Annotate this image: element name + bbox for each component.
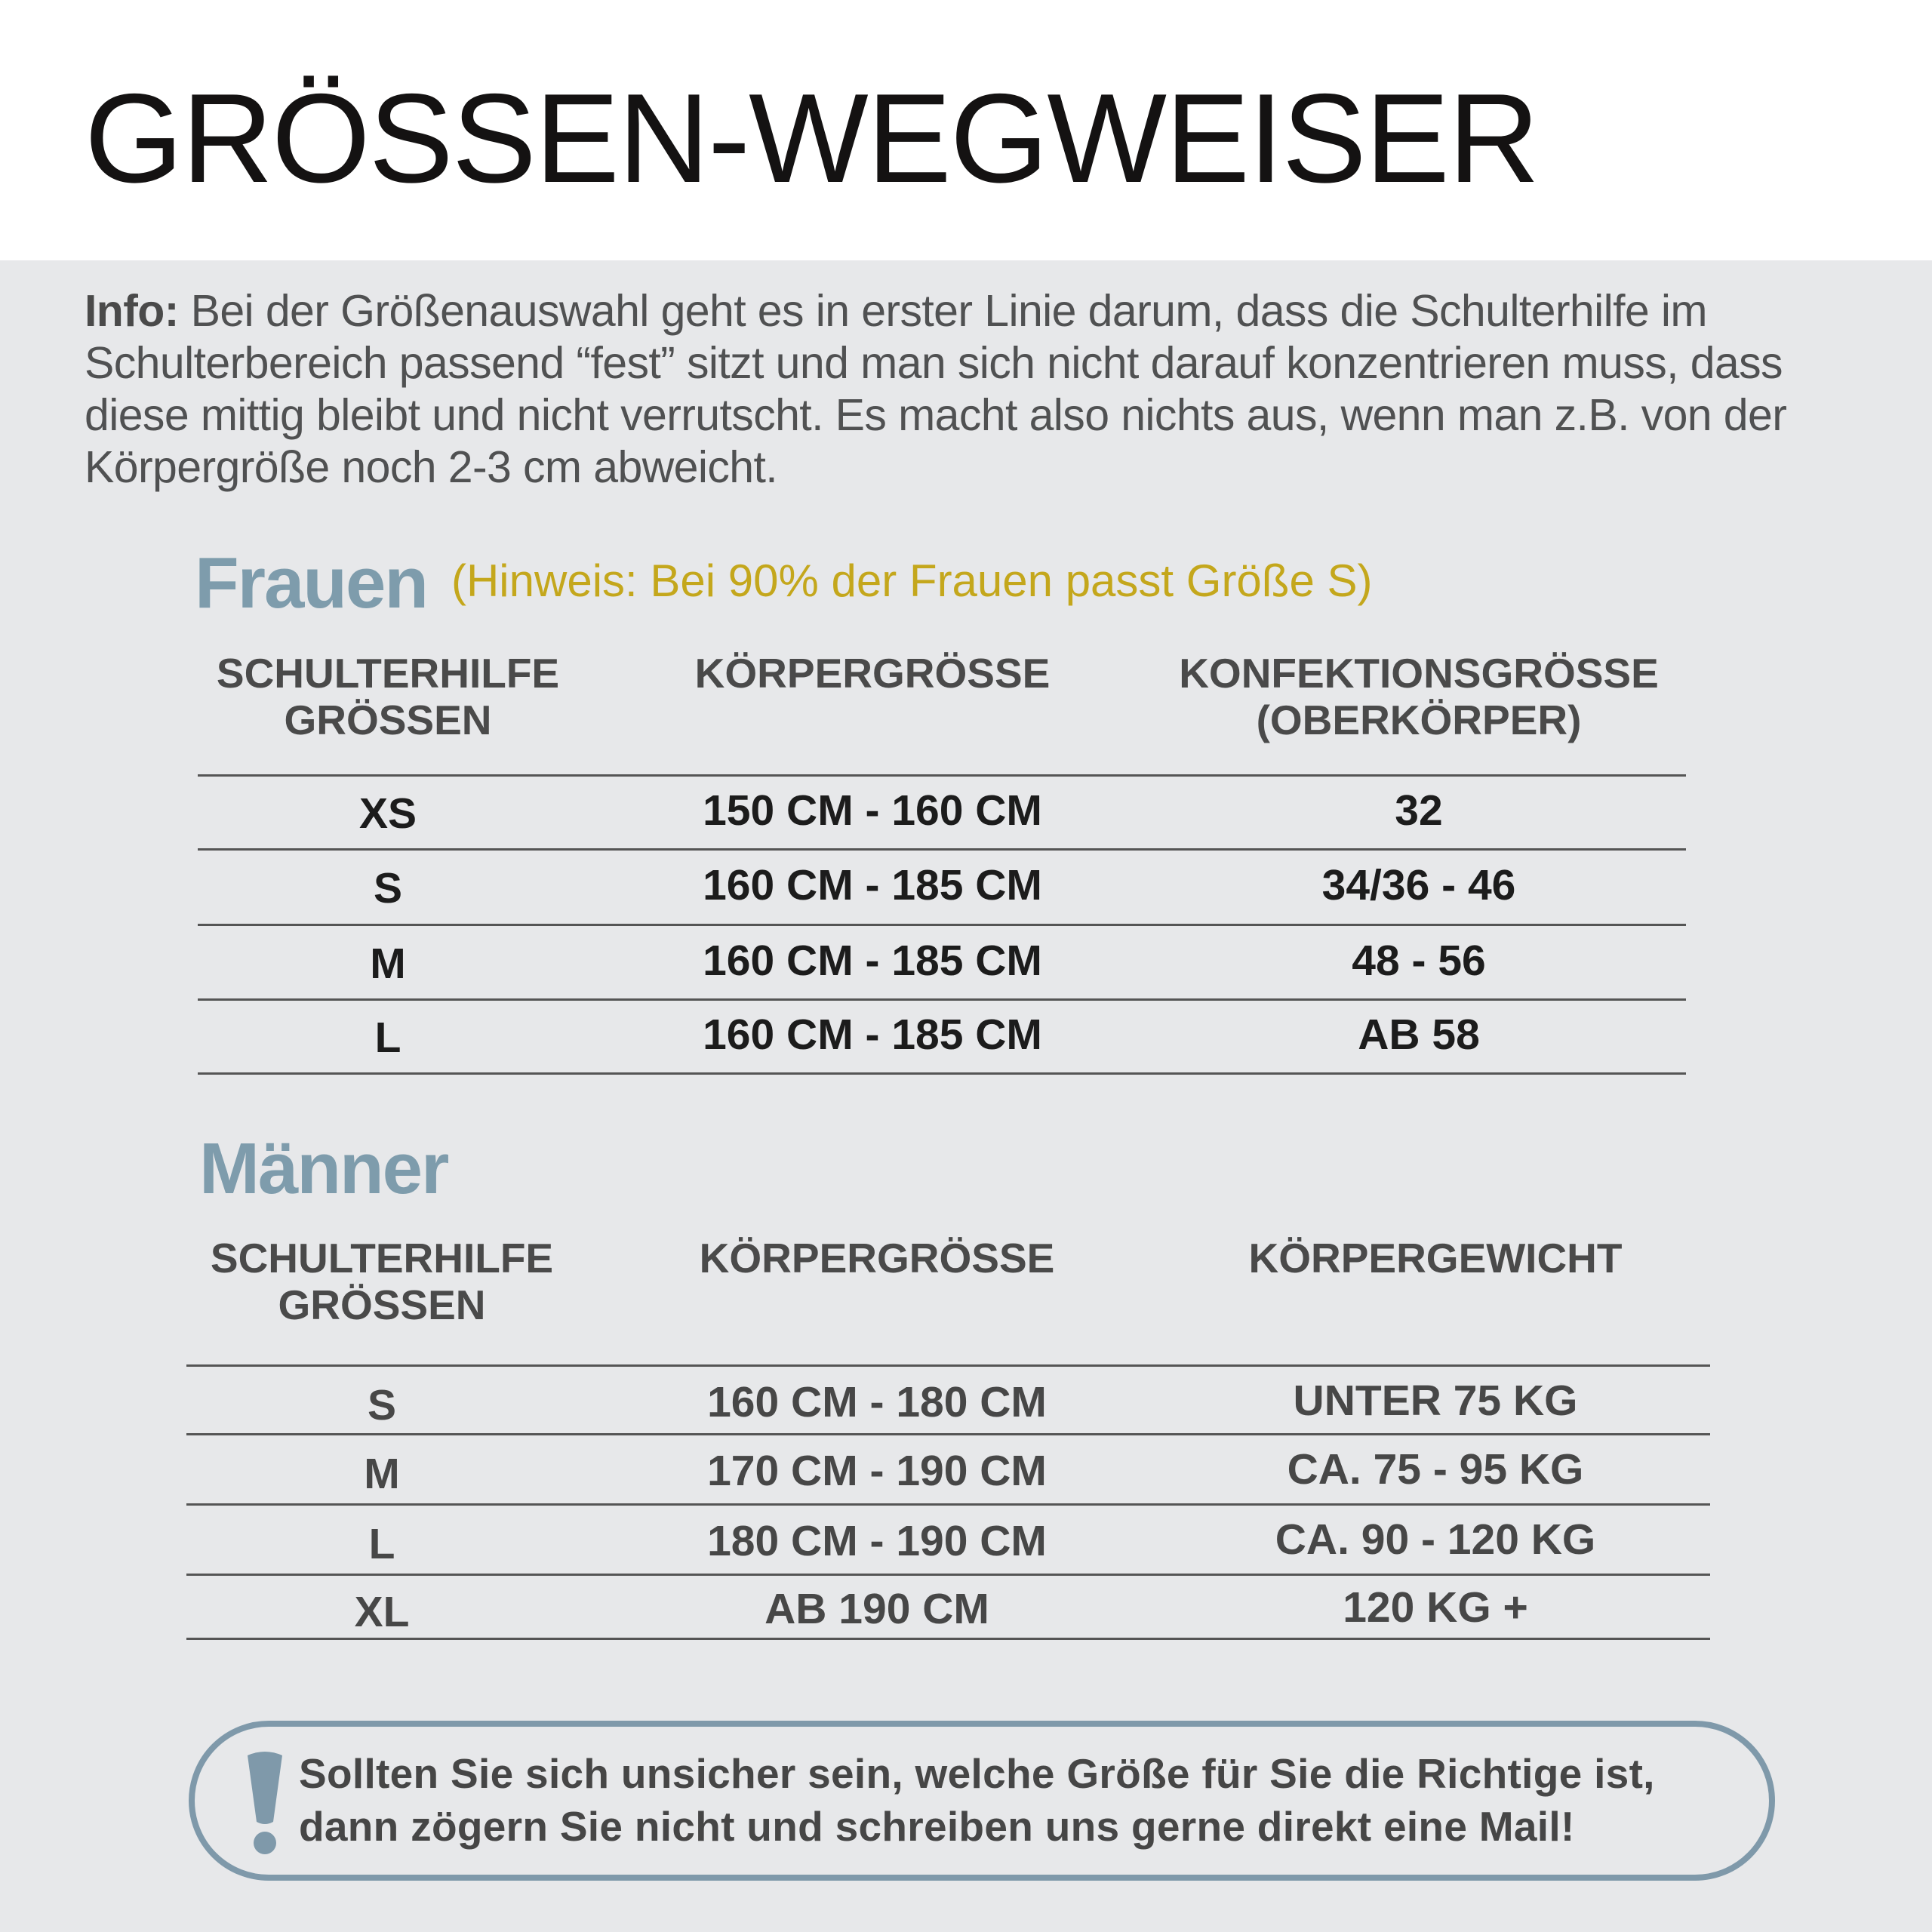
- men-table-divider: [186, 1433, 1710, 1435]
- info-text: Bei der Größenauswahl geht es in erster Linie darum, dass die Schulterhilfe im Schulterbereich passend “fest” sitzt und man sich nicht darauf konzentrieren muss, dass diese mittig bleibt und nicht verrutscht. Es macht also nichts aus, wenn man z.B. von der Körpergröße noch 2-3 cm abweicht.: [85, 286, 1787, 492]
- women-row-1-col-1: XS: [358, 789, 417, 838]
- women-table-divider: [198, 848, 1686, 851]
- page-title: GRÖSSEN-WEGWEISER: [85, 67, 1539, 209]
- men-header-col-2: KÖRPERGRÖSSE: [699, 1235, 1055, 1281]
- men-table-divider: [186, 1503, 1710, 1506]
- women-header-col-1: SCHULTERHILFE GRÖSSEN: [216, 650, 560, 743]
- men-section-title: Männer: [199, 1128, 448, 1209]
- men-row-1-col-1: S: [367, 1381, 397, 1429]
- women-row-2-col-2: 160 CM - 185 CM: [703, 861, 1042, 909]
- men-row-3-col-3: CA. 90 - 120 KG: [1275, 1515, 1596, 1564]
- men-row-2-col-1: M: [364, 1450, 400, 1498]
- women-header-col-2: KÖRPERGRÖSSE: [694, 650, 1051, 697]
- men-header-col-3: KÖRPERGEWICHT: [1248, 1235, 1623, 1281]
- men-row-1-col-2: 160 CM - 180 CM: [707, 1378, 1047, 1426]
- men-table-divider: [186, 1638, 1710, 1640]
- men-row-4-col-3: 120 KG +: [1343, 1583, 1528, 1632]
- women-note: (Hinweis: Bei 90% der Frauen passt Größe S): [451, 555, 1373, 606]
- contact-text: Sollten Sie sich unsicher sein, welche Größe für Sie die Richtige ist, dann zögern Sie nicht und schreiben uns gerne direkt eine Mail!: [299, 1750, 1655, 1850]
- header-band: [0, 0, 1932, 260]
- men-table-divider: [186, 1574, 1710, 1576]
- exclamation-icon: [242, 1749, 288, 1855]
- women-row-3-col-2: 160 CM - 185 CM: [703, 937, 1042, 985]
- men-header-col-1: SCHULTERHILFE GRÖSSEN: [210, 1235, 554, 1328]
- women-row-1-col-2: 150 CM - 160 CM: [703, 786, 1042, 835]
- women-row-1-col-3: 32: [1395, 786, 1443, 835]
- women-row-4-col-2: 160 CM - 185 CM: [703, 1011, 1042, 1059]
- men-row-1-col-3: UNTER 75 KG: [1293, 1377, 1578, 1425]
- men-row-3-col-2: 180 CM - 190 CM: [707, 1517, 1047, 1565]
- men-row-4-col-2: AB 190 CM: [764, 1585, 989, 1633]
- women-table-divider: [198, 924, 1686, 926]
- men-row-4-col-1: XL: [354, 1588, 410, 1636]
- women-row-2-col-3: 34/36 - 46: [1321, 861, 1516, 909]
- women-row-4-col-3: AB 58: [1358, 1011, 1480, 1059]
- women-table-divider: [198, 1072, 1686, 1075]
- women-row-3-col-3: 48 - 56: [1352, 937, 1486, 985]
- men-row-2-col-2: 170 CM - 190 CM: [707, 1447, 1047, 1495]
- men-table-divider: [186, 1364, 1710, 1367]
- info-paragraph: [85, 285, 1866, 494]
- women-row-4-col-1: L: [374, 1014, 401, 1062]
- info-label: Info:: [85, 286, 179, 336]
- women-table-divider: [198, 774, 1686, 777]
- women-row-2-col-1: S: [373, 864, 403, 912]
- women-row-3-col-1: M: [370, 940, 406, 988]
- men-row-3-col-1: L: [368, 1520, 395, 1568]
- men-row-2-col-3: CA. 75 - 95 KG: [1287, 1445, 1584, 1494]
- women-table-divider: [198, 998, 1686, 1001]
- women-section-title: Frauen: [195, 543, 428, 623]
- women-header-col-3: KONFEKTIONSGRÖSSE (OBERKÖRPER): [1179, 650, 1659, 743]
